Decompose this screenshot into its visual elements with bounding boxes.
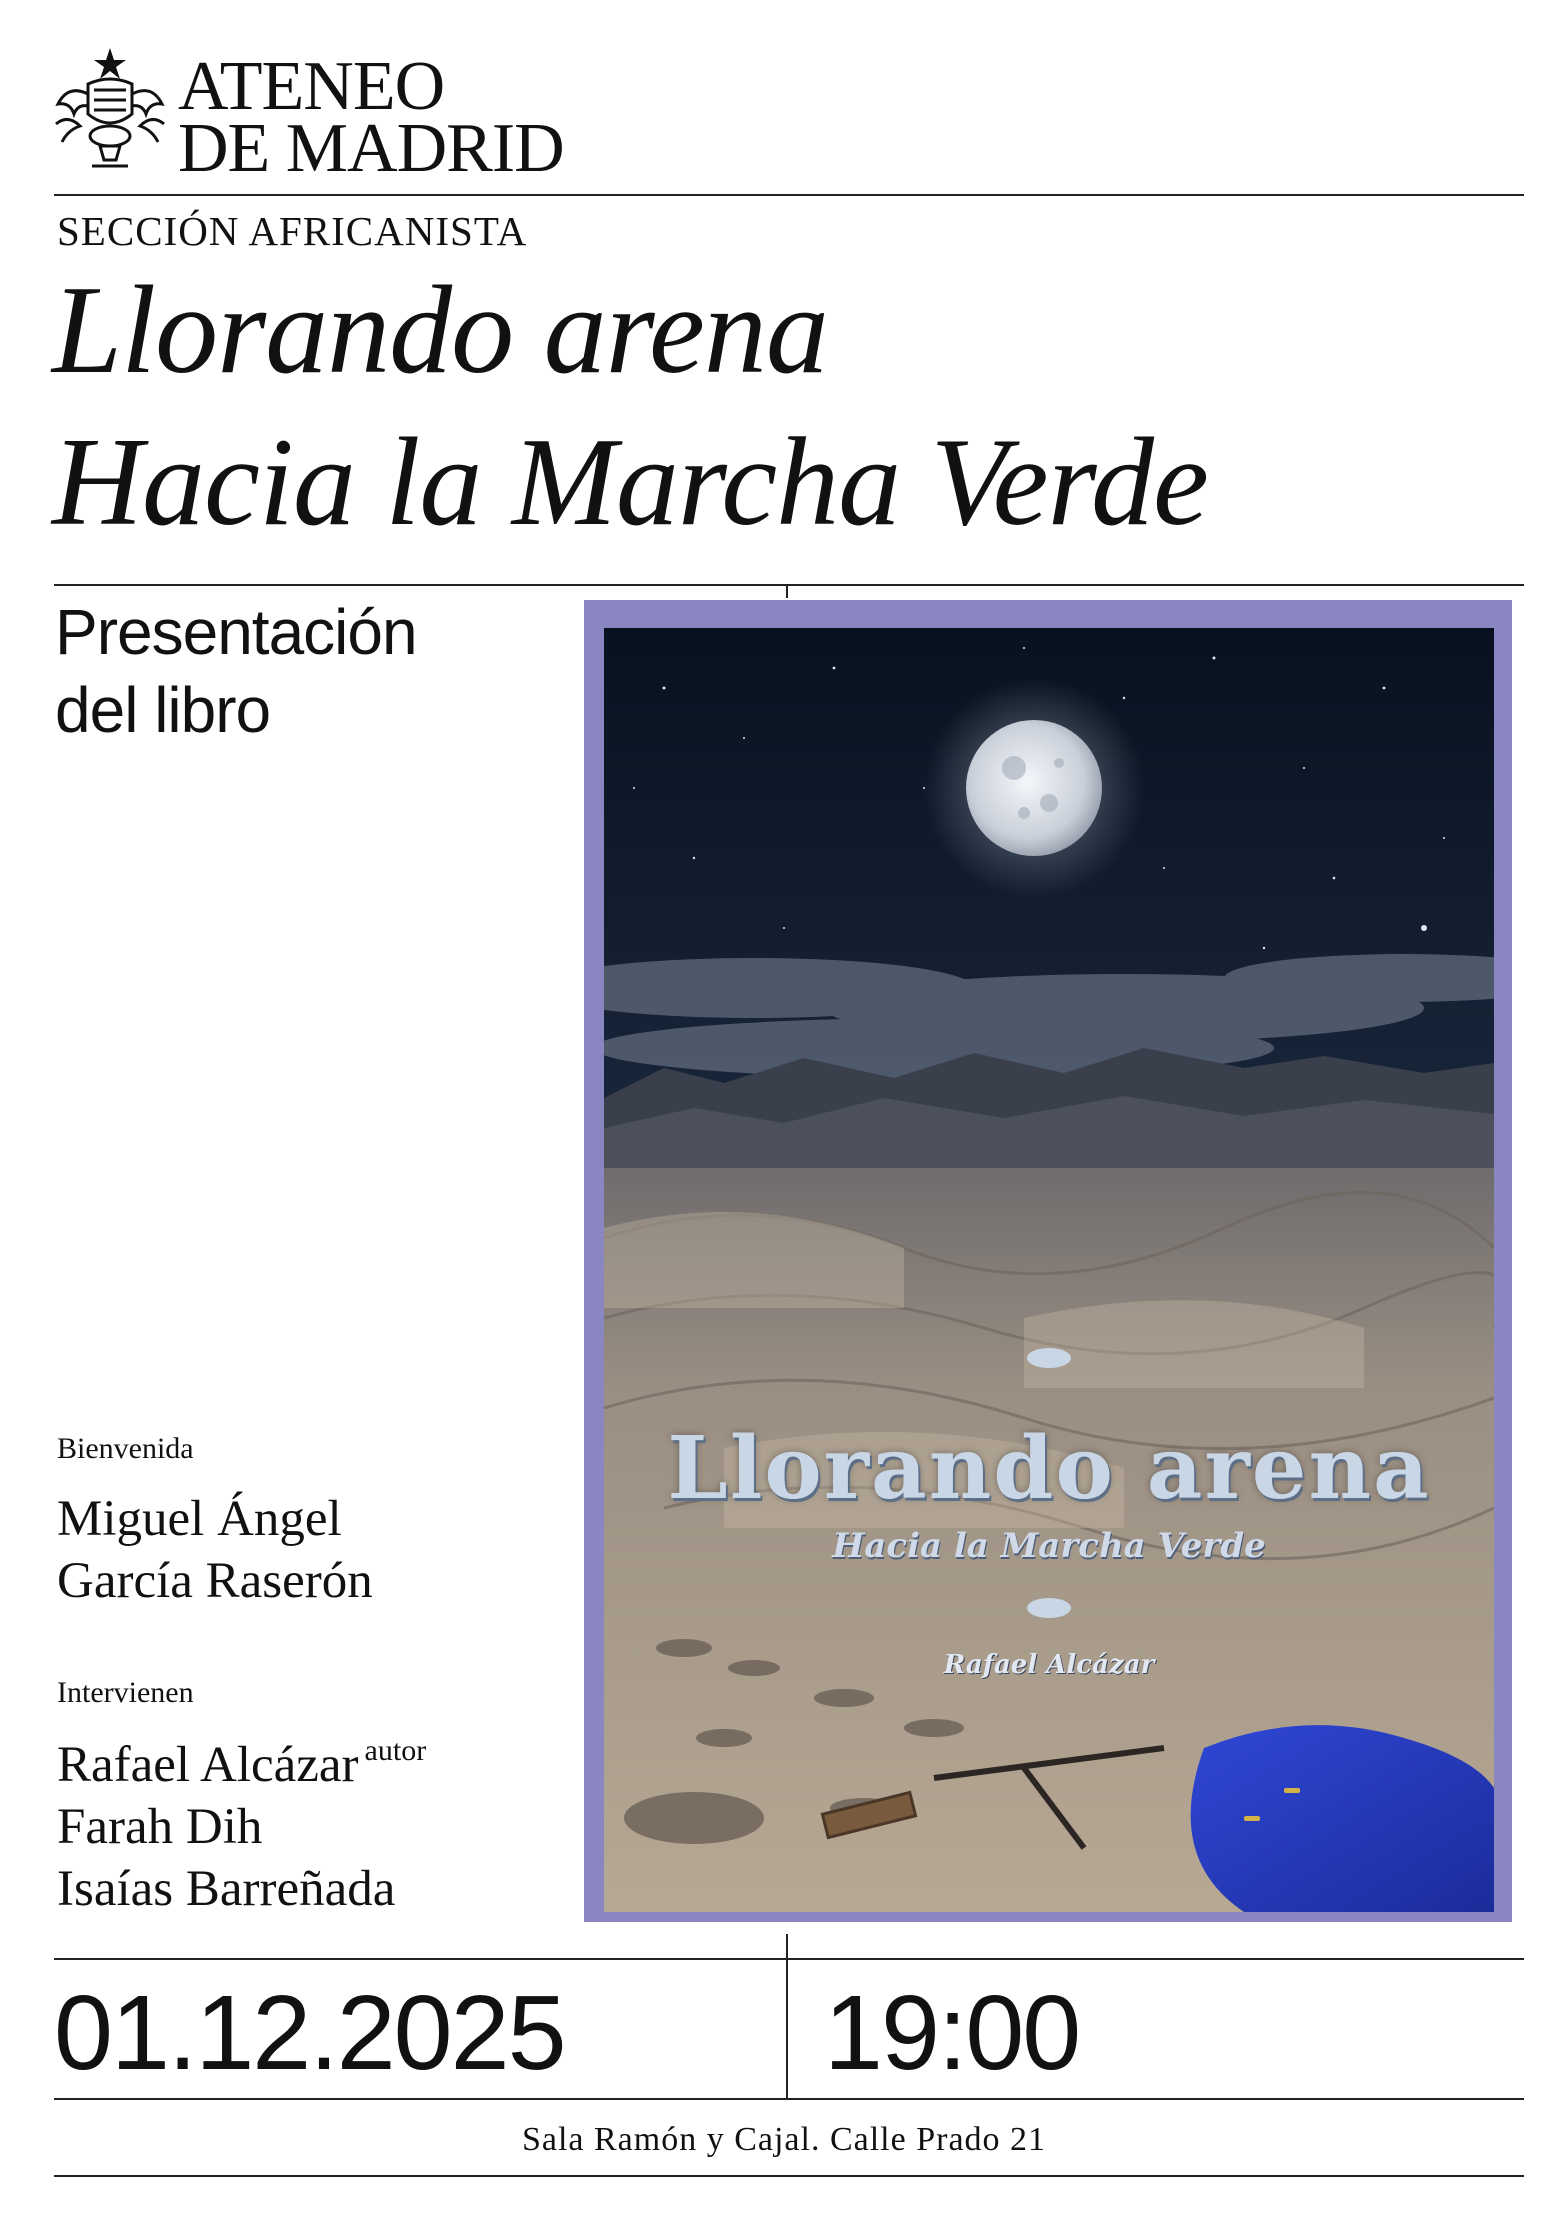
speaker-2 xyxy=(57,1799,263,1855)
date-time-divider xyxy=(786,1934,788,2098)
cover-title: Llorando arena xyxy=(667,1418,1431,1519)
footer-bottom-divider xyxy=(54,2175,1524,2177)
title-divider xyxy=(54,584,1524,586)
welcome-name-line-1: Miguel Ángel xyxy=(57,1491,342,1547)
welcome-name-line-2: García Raserón xyxy=(57,1553,373,1609)
speaker-3 xyxy=(57,1861,396,1917)
event-title-line-1: Llorando arena xyxy=(52,261,828,400)
section-label: SECCIÓN AFRICANISTA xyxy=(57,208,528,254)
cover-subtitle: Hacia la Marcha Verde xyxy=(832,1526,1266,1566)
title-divider-tick xyxy=(786,584,788,598)
ateneo-crest-logo xyxy=(48,44,173,176)
book-cover-image xyxy=(604,628,1494,1912)
speaker-1 xyxy=(57,1734,427,1793)
event-type-line-1: Presentación xyxy=(55,596,417,668)
cover-author: Rafael Alcázar xyxy=(943,1650,1155,1680)
event-date: 01.12.2025 xyxy=(54,1974,565,2092)
speakers-label: Intervienen xyxy=(57,1676,194,1709)
footer-top-divider xyxy=(54,1958,1524,1960)
org-name-line-1: ATENEO xyxy=(178,48,445,125)
event-time: 19:00 xyxy=(824,1974,1080,2092)
speaker-role: autor xyxy=(364,1734,427,1767)
speaker-name: Farah Dih xyxy=(57,1799,263,1855)
event-venue: Sala Ramón y Cajal. Calle Prado 21 xyxy=(521,2121,1047,2158)
footer-mid-divider xyxy=(54,2098,1524,2100)
welcome-label: Bienvenida xyxy=(57,1432,194,1465)
header-divider xyxy=(54,194,1524,196)
speaker-name: Rafael Alcázar xyxy=(57,1737,359,1793)
speaker-name: Isaías Barreñada xyxy=(57,1861,396,1917)
event-title-line-2: Hacia la Marcha Verde xyxy=(52,413,1208,552)
org-name-line-2: DE MADRID xyxy=(178,110,564,187)
event-type-line-2: del libro xyxy=(55,674,271,746)
